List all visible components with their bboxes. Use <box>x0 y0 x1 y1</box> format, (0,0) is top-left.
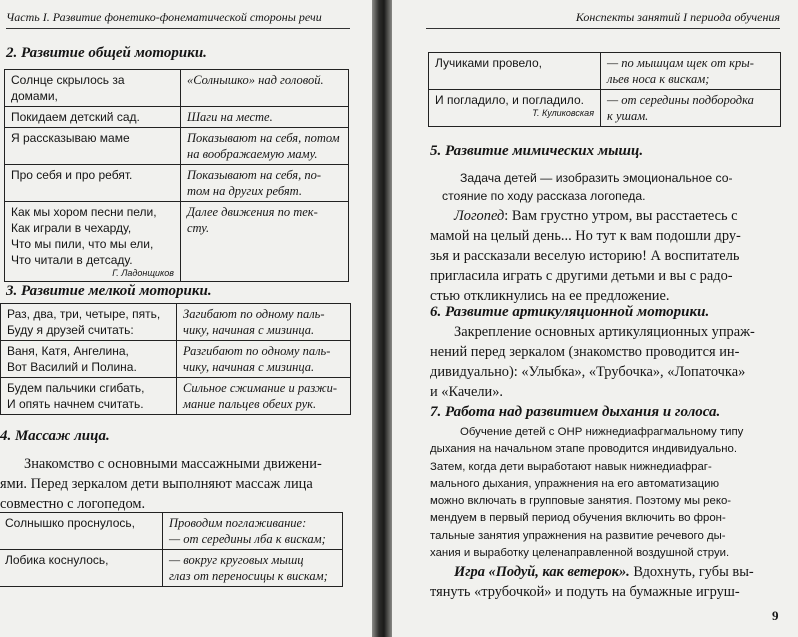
breath-line-4: мального дыхания, упражнения на его автоматизацию <box>430 477 719 490</box>
action-line: — от середины подбородка <box>607 93 754 107</box>
poem-line: И погладило, и погладило. <box>435 93 584 107</box>
action-cell <box>181 165 349 202</box>
poem-line: Раз, два, три, четыре, пять, <box>7 307 161 321</box>
face-massage-text <box>0 454 322 514</box>
poem-cell <box>429 90 601 127</box>
task-line-2: стояние по ходу рассказа логопеда. <box>442 189 646 203</box>
artic-line-3: дивидуально): «Улыбка», «Трубочка», «Лопаточка» <box>430 364 746 380</box>
gross-motor-table <box>4 69 349 282</box>
poem-cell <box>1 341 177 378</box>
action-line: Шаги на месте. <box>187 110 273 124</box>
action-line: на воображаемую маму. <box>187 147 318 161</box>
table-row <box>5 107 349 128</box>
action-line: Показывают на себя, по- <box>187 168 322 182</box>
section-3-title: 3. Развитие мелкой моторики. <box>6 283 212 299</box>
poem-line: Солнышко проснулось, <box>5 516 135 530</box>
breath-line-7: тальные занятия упражнения на развитие речевого ды- <box>430 529 726 542</box>
massage-line-1: Знакомство с основными массажными движени- <box>24 456 322 472</box>
poem-line: Лучиками провело, <box>435 56 542 70</box>
speech-line-1-text: : Вам грустно утром, вы расстаетесь с <box>504 208 738 224</box>
game-title: Игра «Подуй, как ветерок». <box>454 564 630 580</box>
breath-line-8: хания и выработку целенаправленной воздушной струи. <box>430 547 730 560</box>
table-row <box>0 513 343 550</box>
poem-author: Г. Ладонщиков <box>112 268 174 278</box>
poem-line: Я рассказываю маме <box>11 131 130 145</box>
massage-line-3: совместно с логопедом. <box>0 496 146 512</box>
poem-cell <box>5 165 181 202</box>
action-line: сту. <box>187 221 210 235</box>
right-page <box>392 0 798 637</box>
poem-line: Про себя и про ребят. <box>11 168 133 182</box>
poem-cell <box>5 70 181 107</box>
action-line: — по мышцам щек от кры- <box>607 56 754 70</box>
action-line: — вокруг круговых мышц <box>169 553 304 567</box>
left-running-header: Часть I. Развитие фонетико-фонематической стороны речи <box>6 10 350 29</box>
action-cell <box>181 202 349 282</box>
table-row <box>1 304 351 341</box>
action-line: чику, начиная с мизинца. <box>183 360 315 374</box>
table-row <box>5 128 349 165</box>
table-row <box>429 90 781 127</box>
action-line: Показывают на себя, потом <box>187 131 340 145</box>
poem-line: И опять начнем считать. <box>7 397 144 411</box>
section-2-title: 2. Развитие общей моторики. <box>6 45 207 61</box>
action-cell <box>601 90 781 127</box>
action-line: Загибают по одному паль- <box>183 307 325 321</box>
breath-line-3: Затем, когда дети выработают навык нижнедиафраг- <box>430 460 712 473</box>
poem-cell <box>1 378 177 415</box>
poem-line: Покидаем детский сад. <box>11 110 140 124</box>
section-6-title: 6. Развитие артикуляционной моторики. <box>430 304 710 320</box>
section-7-text <box>430 424 743 562</box>
breath-line-5: можно включать в групповые занятия. Поэтому мы реко- <box>430 495 732 508</box>
poem-line: Вот Василий и Полина. <box>7 360 137 374</box>
poem-cell <box>5 107 181 128</box>
action-line: — от середины лба к вискам; <box>169 532 326 546</box>
action-line: Разгибают по одному паль- <box>183 344 331 358</box>
action-cell <box>163 550 343 587</box>
poem-cell <box>0 513 163 550</box>
left-page <box>0 0 372 637</box>
poem-line: Что мы пили, что мы ели, <box>11 237 154 251</box>
poem-line: Как играли в чехарду, <box>11 221 132 235</box>
action-line: «Солнышко» над головой. <box>187 73 324 87</box>
game-line-1-text: Вдохнуть, губы вы- <box>629 564 754 580</box>
massage-line-2: ями. Перед зеркалом дети выполняют массаж лица <box>0 476 313 492</box>
face-massage-table-continued <box>428 52 781 127</box>
action-line: глаз от переносицы к вискам; <box>169 569 328 583</box>
book-spine <box>372 0 392 637</box>
action-cell <box>163 513 343 550</box>
action-cell <box>177 341 351 378</box>
page-number: 9 <box>772 608 779 623</box>
table-row <box>429 53 781 90</box>
poem-line: Что читали в детсаду. <box>11 253 133 267</box>
poem-line: Лобика коснулось, <box>5 553 109 567</box>
section-4-title: 4. Массаж лица. <box>0 428 110 444</box>
speech-line-4: пригласила играть с другими детьми и вы с радо- <box>430 268 733 284</box>
action-cell <box>181 128 349 165</box>
right-running-header: Конспекты занятий I периода обучения <box>426 10 780 29</box>
poem-line: Буду я друзей считать: <box>7 323 134 337</box>
poem-cell <box>5 202 181 282</box>
table-row <box>5 165 349 202</box>
game-text <box>430 562 754 602</box>
table-row <box>5 70 349 107</box>
poem-cell <box>5 128 181 165</box>
artic-line-1: Закрепление основных артикуляционных упраж- <box>454 324 755 340</box>
fine-motor-table <box>0 303 351 415</box>
action-line: Сильное сжимание и разжи- <box>183 381 338 395</box>
action-cell <box>177 378 351 415</box>
section-7-title: 7. Работа над развитием дыхания и голоса. <box>430 404 721 420</box>
section-5-title: 5. Развитие мимических мышц. <box>430 143 644 159</box>
action-line: Проводим поглаживание: <box>169 516 307 530</box>
poem-line: Ваня, Катя, Ангелина, <box>7 344 129 358</box>
table-row <box>1 378 351 415</box>
table-row <box>0 550 343 587</box>
table-row <box>5 202 349 282</box>
poem-line: Солнце скрылось за домами, <box>11 73 125 103</box>
breath-line-1: Обучение детей с ОНР нижнедиафрагмальному типу <box>460 426 744 438</box>
action-line: Далее движения по тек- <box>187 205 318 219</box>
action-cell <box>181 107 349 128</box>
poem-line: Как мы хором песни пели, <box>11 205 157 219</box>
table-row <box>1 341 351 378</box>
speech-line-3: зья и рассказали веселую историю! А воспитатель <box>430 248 740 264</box>
section-5-speech <box>430 206 741 306</box>
poem-cell <box>1 304 177 341</box>
action-cell <box>181 70 349 107</box>
action-line: к ушам. <box>607 109 649 123</box>
task-line-1: Задача детей — изобразить эмоциональное со- <box>460 171 733 185</box>
game-line-2: тянуть «трубочкой» и подуть на бумажные игруш- <box>430 584 740 600</box>
artic-line-4: и «Качели». <box>430 384 504 400</box>
speech-line-2: мамой на целый день... Но тут к вам подошли дру- <box>430 228 741 244</box>
breath-line-6: мендуем в первый период обучения включить во фрон- <box>430 512 726 525</box>
speech-line-1 <box>430 206 741 226</box>
face-massage-table <box>0 512 343 587</box>
action-cell <box>601 53 781 90</box>
action-cell <box>177 304 351 341</box>
action-line: чику, начиная с мизинца. <box>183 323 315 337</box>
speech-line-5: стью откликнулись на ее предложение. <box>430 288 670 304</box>
action-line: мание пальцев обеих рук. <box>183 397 317 411</box>
poem-author: Т. Куликовская <box>532 108 594 118</box>
action-line: льев носа к вискам; <box>607 72 710 86</box>
artic-line-2: нений перед зеркалом (знакомство проводится ин- <box>430 344 740 360</box>
breath-line-2: дыхания на начальном этапе проводится индивидуально. <box>430 443 737 456</box>
section-6-text <box>430 322 755 402</box>
section-5-task <box>442 169 733 205</box>
poem-line: Будем пальчики сгибать, <box>7 381 145 395</box>
poem-cell <box>429 53 601 90</box>
speaker-label: Логопед <box>454 208 505 224</box>
poem-cell <box>0 550 163 587</box>
game-line-1 <box>430 562 754 582</box>
action-line: том на других ребят. <box>187 184 302 198</box>
